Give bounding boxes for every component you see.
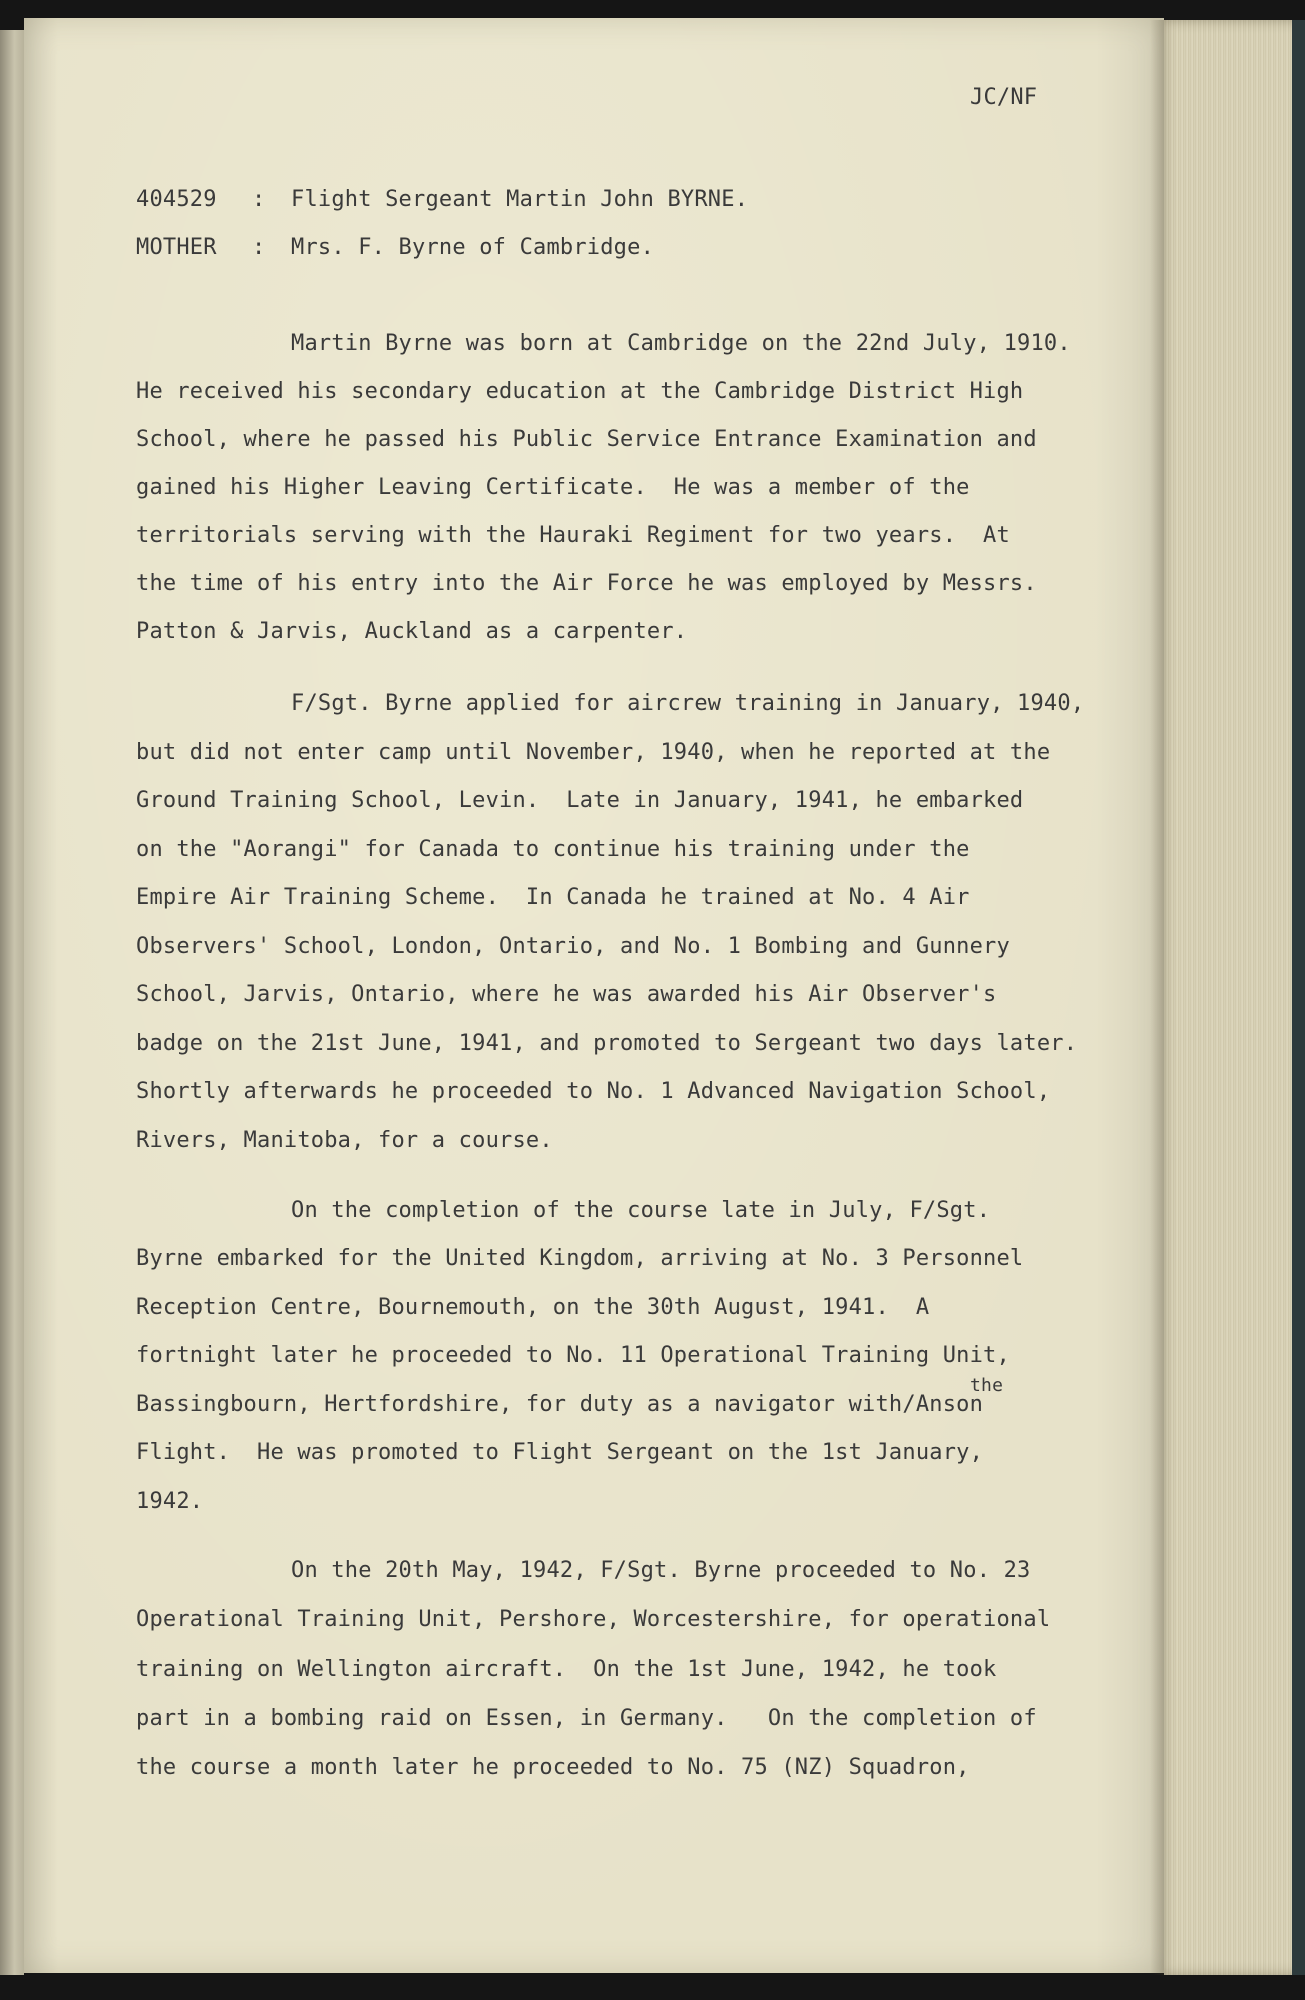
paragraph-1-line-5: territorials serving with the Hauraki Regiment for two years. At	[136, 523, 1010, 548]
paragraph-2-line-1: F/Sgt. Byrne applied for aircrew training in January, 1940,	[291, 691, 1085, 716]
book-cover-edge	[1292, 20, 1305, 1975]
paragraph-4-line-4: part in a bombing raid on Essen, in Germany. On the completion of	[136, 1706, 1037, 1731]
paragraph-2-line-3: Ground Training School, Levin. Late in January, 1941, he embarked	[136, 788, 1024, 813]
paragraph-2-line-4: on the "Aorangi" for Canada to continue his training under the	[136, 837, 970, 862]
paragraph-2-line-10: Rivers, Manitoba, for a course.	[136, 1128, 553, 1153]
paragraph-4-line-5: the course a month later he proceeded to No. 75 (NZ) Squadron,	[136, 1755, 970, 1780]
paragraph-1-line-2: He received his secondary education at the Cambridge District High	[136, 379, 1024, 404]
paragraph-3-line-1: On the completion of the course late in July, F/Sgt.	[291, 1198, 991, 1223]
handwritten-insertion: the	[970, 1375, 1004, 1396]
reference-code: JC/NF	[970, 85, 1038, 110]
service-number-label: 404529	[136, 187, 217, 212]
paragraph-3-line-5: Bassingbourn, Hertfordshire, for duty as a navigator with/Anson	[136, 1392, 984, 1417]
paragraph-4-line-1: On the 20th May, 1942, F/Sgt. Byrne proceeded to No. 23	[291, 1558, 1031, 1583]
paragraph-2-line-9: Shortly afterwards he proceeded to No. 1 Advanced Navigation School,	[136, 1079, 1051, 1104]
airman-name: Flight Sergeant Martin John BYRNE.	[291, 187, 749, 212]
paragraph-3-line-7: 1942.	[136, 1489, 204, 1514]
mother-label: MOTHER	[136, 235, 217, 260]
paragraph-3-line-4: fortnight later he proceeded to No. 11 Operational Training Unit,	[136, 1343, 1010, 1368]
paragraph-4-line-3: training on Wellington aircraft. On the 1st June, 1942, he took	[136, 1657, 997, 1682]
paragraph-4-line-2: Operational Training Unit, Pershore, Worcestershire, for operational	[136, 1607, 1051, 1632]
mother-name: Mrs. F. Byrne of Cambridge.	[291, 235, 655, 260]
paragraph-3-line-2: Byrne embarked for the United Kingdom, arriving at No. 3 Personnel	[136, 1246, 1024, 1271]
paragraph-2-line-5: Empire Air Training Scheme. In Canada he trained at No. 4 Air	[136, 885, 970, 910]
facing-page-edge	[0, 30, 24, 1975]
paragraph-1-line-1: Martin Byrne was born at Cambridge on the 22nd July, 1910.	[291, 331, 1071, 356]
paragraph-1-line-3: School, where he passed his Public Service Entrance Examination and	[136, 427, 1037, 452]
header-separator: :	[252, 235, 266, 260]
paragraph-3-line-6: Flight. He was promoted to Flight Sergeant on the 1st January,	[136, 1440, 984, 1465]
paragraph-2-line-2: but did not enter camp until November, 1940, when he reported at the	[136, 740, 1051, 765]
paragraph-2-line-6: Observers' School, London, Ontario, and No. 1 Bombing and Gunnery	[136, 934, 1010, 959]
paragraph-1-line-4: gained his Higher Leaving Certificate. He was a member of the	[136, 475, 970, 500]
paragraph-1-line-6: the time of his entry into the Air Force he was employed by Messrs.	[136, 571, 1037, 596]
paragraph-2-line-7: School, Jarvis, Ontario, where he was awarded his Air Observer's	[136, 982, 997, 1007]
paragraph-1-line-7: Patton & Jarvis, Auckland as a carpenter.	[136, 619, 688, 644]
paragraph-3-line-3: Reception Centre, Bournemouth, on the 30th August, 1941. A	[136, 1295, 930, 1320]
paragraph-2-line-8: badge on the 21st June, 1941, and promoted to Sergeant two days later.	[136, 1031, 1078, 1056]
book-page-edges	[1164, 20, 1305, 1975]
header-separator: :	[252, 187, 266, 212]
